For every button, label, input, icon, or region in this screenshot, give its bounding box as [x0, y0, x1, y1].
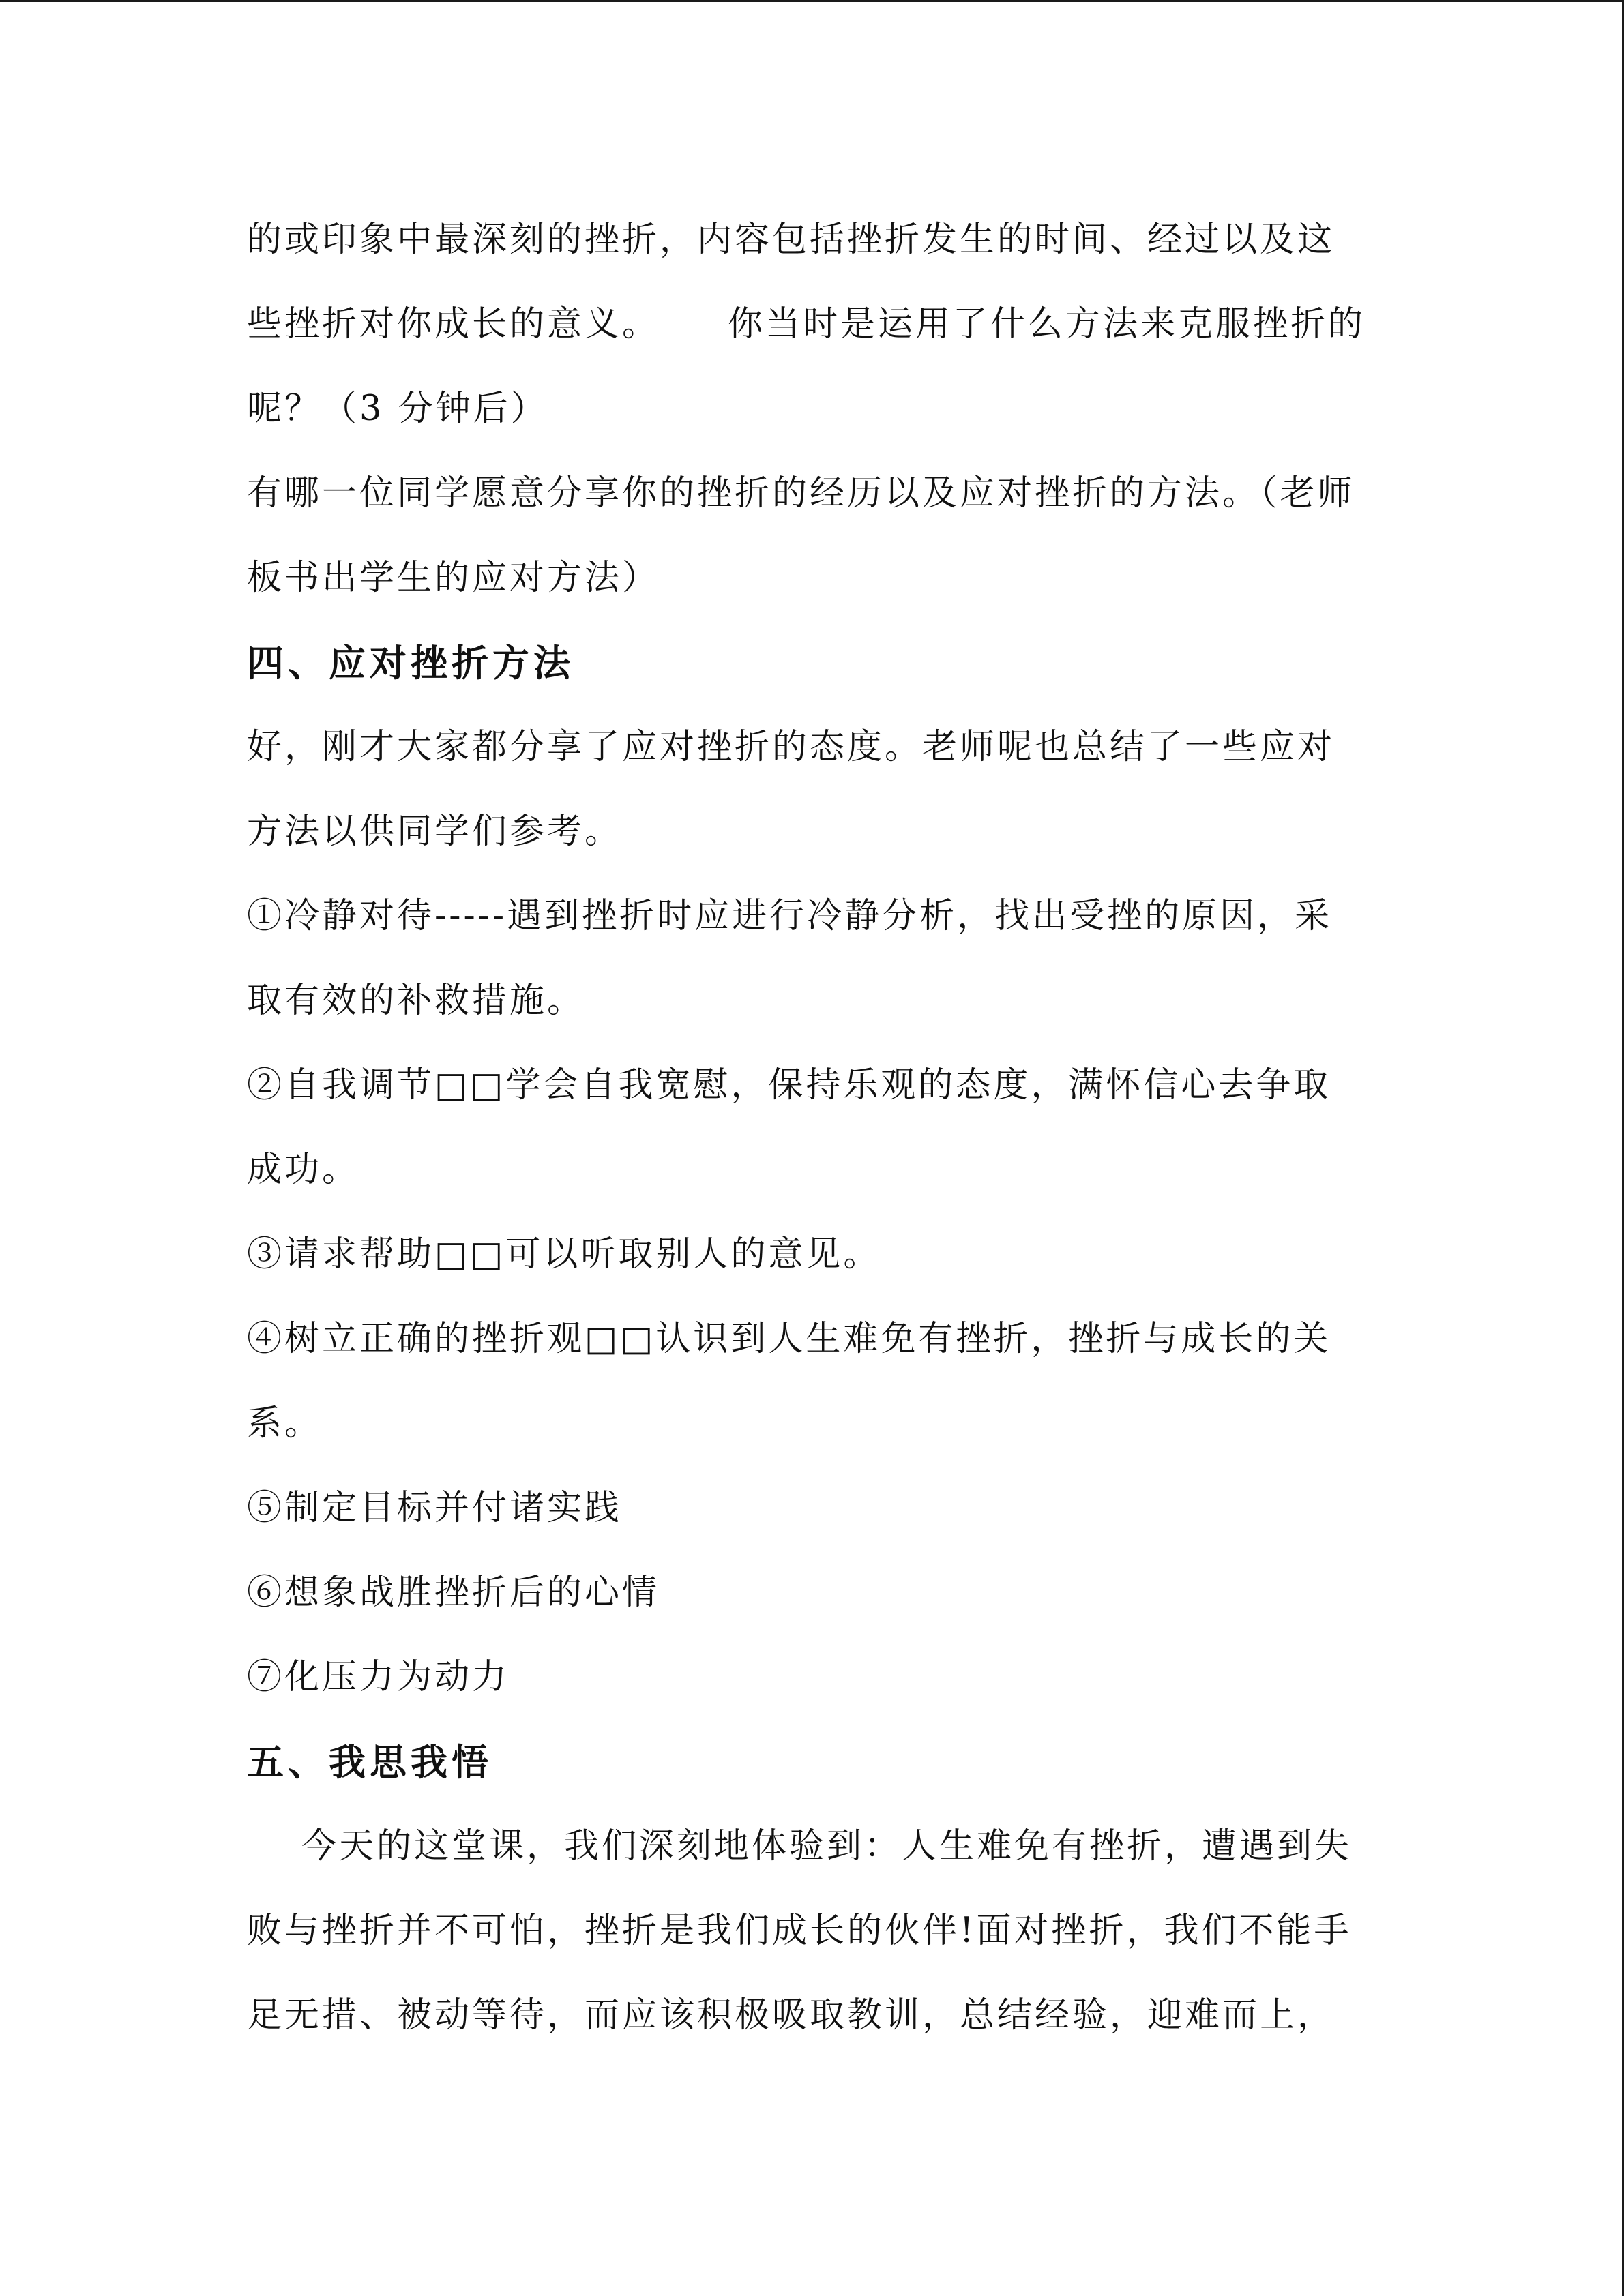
paragraph-line: 方法以供同学们参考。 — [247, 811, 623, 852]
paragraph-text: 些挫折对你成长的意义。 — [247, 304, 660, 344]
section-heading: 五、我思我悟 — [247, 1740, 492, 1784]
paragraph-text: 你当时是运用了什么方法来克服挫折的 — [728, 304, 1366, 344]
paragraph-line: 今天的这堂课，我们深刻地体验到：人生难免有挫折，遭遇到失 — [301, 1826, 1353, 1866]
list-item: ③请求帮助□□可以听取别人的意见。 — [247, 1234, 881, 1274]
section-heading: 四、应对挫折方法 — [247, 641, 574, 685]
paragraph-line: 的或印象中最深刻的挫折，内容包括挫折发生的时间、经过以及这 — [247, 220, 1335, 260]
paragraph-line — [247, 303, 1379, 346]
page-border-top — [0, 0, 1624, 2]
paragraph-line: 板书出学生的应对方法） — [247, 558, 660, 598]
paragraph-line: 好，刚才大家都分享了应对挫折的态度。老师呢也总结了一些应对 — [247, 727, 1335, 767]
list-item: ⑤制定目标并付诸实践 — [247, 1488, 623, 1528]
paragraph-line: 取有效的补救措施。 — [247, 981, 585, 1021]
paragraph-line: 败与挫折并不可怕，挫折是我们成长的伙伴!面对挫折，我们不能手 — [247, 1911, 1352, 1951]
list-item: ②自我调节□□学会自我宽慰，保持乐观的态度，满怀信心去争取 — [247, 1065, 1331, 1105]
list-item: ①冷静对待-----遇到挫折时应进行冷静分析，找出受挫的原因，采 — [247, 896, 1333, 936]
paragraph-line: 系。 — [247, 1403, 323, 1444]
paragraph-line: 呢？（3 分钟后） — [247, 389, 548, 429]
list-item: ⑥想象战胜挫折后的心情 — [247, 1572, 660, 1613]
paragraph-line: 有哪一位同学愿意分享你的挫折的经历以及应对挫折的方法。（老师 — [247, 473, 1355, 513]
list-item: ④树立正确的挫折观□□认识到人生难免有挫折，挫折与成长的关 — [247, 1319, 1331, 1359]
paragraph-line: 成功。 — [247, 1150, 360, 1190]
list-item: ⑦化压力为动力 — [247, 1657, 510, 1697]
paragraph-line: 足无措、被动等待，而应该积极吸取教训，总结经验，迎难而上， — [247, 1995, 1335, 2036]
